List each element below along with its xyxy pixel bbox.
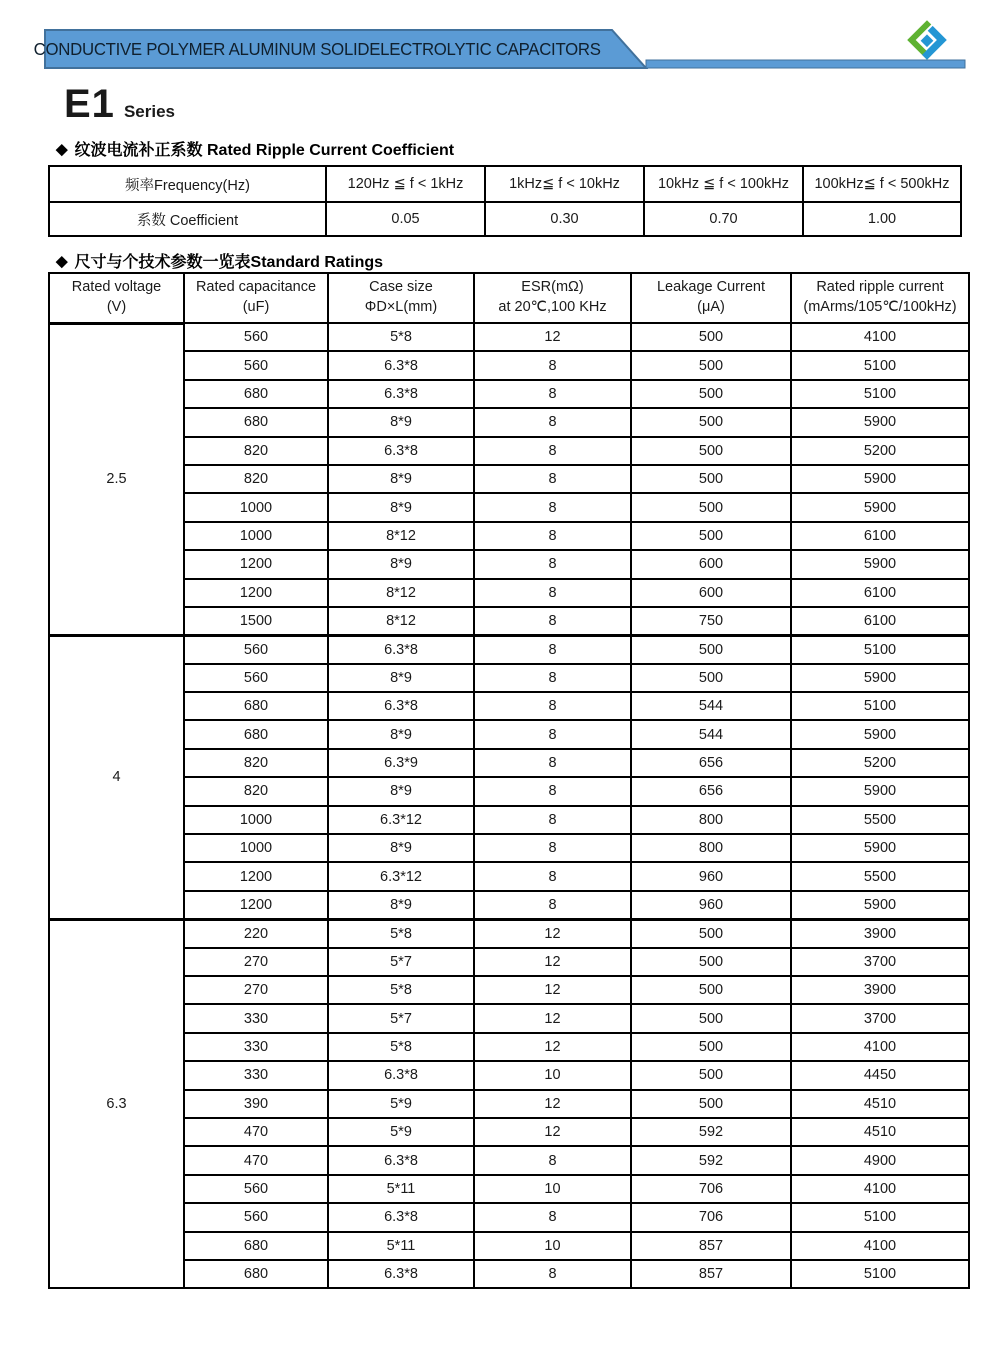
leakage-current-cell: 706: [631, 1175, 791, 1203]
capacitance-cell: 330: [184, 1033, 328, 1061]
ripple-current-cell: 3700: [791, 1004, 969, 1032]
series-name: E1: [64, 82, 115, 126]
rating-row: [49, 891, 969, 919]
leakage-current-cell: 592: [631, 1118, 791, 1146]
leakage-current-cell: 500: [631, 1090, 791, 1118]
rating-row: [49, 720, 969, 748]
leakage-current-cell: 500: [631, 408, 791, 436]
capacitance-cell: 220: [184, 919, 328, 947]
esr-cell: 8: [474, 635, 631, 663]
leakage-current-cell: 960: [631, 891, 791, 919]
ripple-current-cell: 5100: [791, 635, 969, 663]
leakage-current-cell: 857: [631, 1260, 791, 1288]
esr-cell: 10: [474, 1061, 631, 1089]
rating-row: [49, 1260, 969, 1288]
ripple-current-cell: 3900: [791, 919, 969, 947]
ripple-current-cell: 5500: [791, 806, 969, 834]
esr-cell: 8: [474, 380, 631, 408]
case-size-cell: 8*12: [328, 607, 474, 635]
case-size-cell: 6.3*9: [328, 749, 474, 777]
ripple-current-cell: 5900: [791, 834, 969, 862]
esr-cell: 12: [474, 1118, 631, 1146]
leakage-current-cell: 706: [631, 1203, 791, 1231]
rating-row: [49, 351, 969, 379]
leakage-current-cell: 500: [631, 522, 791, 550]
leakage-current-cell: 500: [631, 351, 791, 379]
case-size-cell: 6.3*8: [328, 1146, 474, 1174]
esr-cell: 12: [474, 919, 631, 947]
leakage-current-cell: 960: [631, 862, 791, 890]
rating-row: [49, 862, 969, 890]
esr-cell: 8: [474, 579, 631, 607]
esr-cell: 12: [474, 976, 631, 1004]
case-size-cell: 8*9: [328, 834, 474, 862]
leakage-current-cell: 500: [631, 493, 791, 521]
case-size-cell: 5*8: [328, 919, 474, 947]
capacitance-cell: 680: [184, 692, 328, 720]
esr-cell: 8: [474, 720, 631, 748]
capacitance-cell: 820: [184, 749, 328, 777]
series-label: Series: [123, 102, 175, 121]
capacitance-cell: 1200: [184, 579, 328, 607]
section-title: 纹波电流补正系数 Rated Ripple Current Coefficient: [74, 142, 455, 159]
case-size-cell: 5*8: [328, 323, 474, 351]
capacitance-cell: 1000: [184, 493, 328, 521]
case-size-cell: 6.3*8: [328, 351, 474, 379]
case-size-cell: 8*9: [328, 550, 474, 578]
rating-row: [49, 408, 969, 436]
case-size-cell: 6.3*8: [328, 437, 474, 465]
coefficient-row: [49, 202, 961, 236]
ripple-current-cell: 6100: [791, 522, 969, 550]
case-size-cell: 5*8: [328, 1033, 474, 1061]
case-size-cell: 8*9: [328, 408, 474, 436]
capacitance-cell: 560: [184, 1203, 328, 1231]
esr-cell: 12: [474, 948, 631, 976]
esr-cell: 12: [474, 1090, 631, 1118]
rating-row: [49, 749, 969, 777]
logo-blue-center: [921, 34, 934, 47]
esr-cell: 8: [474, 607, 631, 635]
section-heading-ripple-coefficient: [56, 137, 454, 160]
esr-cell: 8: [474, 834, 631, 862]
capacitance-cell: 560: [184, 664, 328, 692]
case-size-cell: 5*9: [328, 1118, 474, 1146]
capacitance-cell: 1500: [184, 607, 328, 635]
case-size-cell: 5*11: [328, 1232, 474, 1260]
ripple-current-cell: 4450: [791, 1061, 969, 1089]
esr-cell: 8: [474, 437, 631, 465]
header-case-size: Case size ΦD×L(mm): [328, 273, 474, 323]
leakage-current-cell: 857: [631, 1232, 791, 1260]
leakage-current-cell: 500: [631, 919, 791, 947]
capacitance-cell: 560: [184, 351, 328, 379]
case-size-cell: 6.3*8: [328, 1061, 474, 1089]
leakage-current-cell: 500: [631, 323, 791, 351]
capacitance-cell: 680: [184, 380, 328, 408]
rating-row: [49, 919, 969, 947]
leakage-current-cell: 544: [631, 720, 791, 748]
esr-cell: 8: [474, 749, 631, 777]
rating-row: [49, 493, 969, 521]
esr-cell: 12: [474, 1033, 631, 1061]
header-esr: ESR(mΩ) at 20℃,100 KHz: [474, 273, 631, 323]
banner-title: CONDUCTIVE POLYMER ALUMINUM SOLIDELECTROLYTIC CAPACITORS: [33, 38, 601, 59]
rating-row: [49, 806, 969, 834]
ripple-current-cell: 4100: [791, 1033, 969, 1061]
case-size-cell: 6.3*12: [328, 806, 474, 834]
rating-row: [49, 1061, 969, 1089]
rating-row: [49, 777, 969, 805]
coefficient-cell: 0.70: [644, 202, 803, 236]
case-size-cell: 8*12: [328, 522, 474, 550]
esr-cell: 8: [474, 408, 631, 436]
rating-row: [49, 323, 969, 351]
esr-cell: 8: [474, 891, 631, 919]
capacitance-cell: 330: [184, 1004, 328, 1032]
ripple-current-cell: 5900: [791, 550, 969, 578]
banner-line: [646, 60, 965, 68]
coefficient-cell: 0.30: [485, 202, 644, 236]
esr-cell: 8: [474, 493, 631, 521]
coefficient-cell: 0.05: [326, 202, 485, 236]
esr-cell: 8: [474, 1146, 631, 1174]
coefficient-row-label: 系数 Coefficient: [49, 202, 326, 236]
ripple-current-cell: 5900: [791, 664, 969, 692]
ripple-coefficient-table: [48, 165, 962, 237]
frequency-range-cell: 10kHz ≦ f < 100kHz: [644, 166, 803, 202]
ripple-current-cell: 5900: [791, 777, 969, 805]
capacitance-cell: 680: [184, 1260, 328, 1288]
leakage-current-cell: 500: [631, 635, 791, 663]
leakage-current-cell: 600: [631, 579, 791, 607]
leakage-current-cell: 500: [631, 380, 791, 408]
rating-row: [49, 692, 969, 720]
capacitance-cell: 270: [184, 976, 328, 1004]
case-size-cell: 5*7: [328, 948, 474, 976]
ripple-current-cell: 5900: [791, 493, 969, 521]
section-heading-standard-ratings: [56, 249, 383, 272]
leakage-current-cell: 544: [631, 692, 791, 720]
ripple-current-cell: 3700: [791, 948, 969, 976]
esr-cell: 8: [474, 522, 631, 550]
ripple-current-cell: 5900: [791, 720, 969, 748]
esr-cell: 8: [474, 777, 631, 805]
case-size-cell: 8*9: [328, 720, 474, 748]
rating-row: [49, 1232, 969, 1260]
ratings-table-body: [49, 323, 969, 1288]
capacitance-cell: 680: [184, 408, 328, 436]
rating-row: [49, 1033, 969, 1061]
rating-row: [49, 635, 969, 663]
leakage-current-cell: 800: [631, 806, 791, 834]
rating-row: [49, 579, 969, 607]
ripple-current-cell: 5100: [791, 692, 969, 720]
capacitance-cell: 470: [184, 1118, 328, 1146]
frequency-range-cell: 100kHz≦ f < 500kHz: [803, 166, 961, 202]
case-size-cell: 5*7: [328, 1004, 474, 1032]
ripple-current-cell: 5900: [791, 891, 969, 919]
leakage-current-cell: 500: [631, 1033, 791, 1061]
rating-row: [49, 522, 969, 550]
ripple-current-cell: 6100: [791, 607, 969, 635]
esr-cell: 8: [474, 862, 631, 890]
leakage-current-cell: 600: [631, 550, 791, 578]
case-size-cell: 8*12: [328, 579, 474, 607]
capacitance-cell: 1200: [184, 550, 328, 578]
rating-row: [49, 465, 969, 493]
ripple-current-cell: 4510: [791, 1090, 969, 1118]
capacitance-cell: 560: [184, 635, 328, 663]
ripple-current-cell: 5100: [791, 351, 969, 379]
capacitance-cell: 680: [184, 1232, 328, 1260]
capacitance-cell: 1000: [184, 806, 328, 834]
esr-cell: 8: [474, 550, 631, 578]
esr-cell: 12: [474, 323, 631, 351]
leakage-current-cell: 500: [631, 664, 791, 692]
standard-ratings-table: [48, 272, 970, 1289]
rating-row: [49, 834, 969, 862]
case-size-cell: 5*8: [328, 976, 474, 1004]
rating-row: [49, 1203, 969, 1231]
rating-row: [49, 437, 969, 465]
case-size-cell: 6.3*8: [328, 1203, 474, 1231]
rating-row: [49, 1146, 969, 1174]
ripple-current-cell: 6100: [791, 579, 969, 607]
frequency-range-cell: 120Hz ≦ f < 1kHz: [326, 166, 485, 202]
section-title: 尺寸与个技术参数一览表Standard Ratings: [74, 254, 384, 271]
leakage-current-cell: 656: [631, 749, 791, 777]
rating-row: [49, 550, 969, 578]
leakage-current-cell: 800: [631, 834, 791, 862]
esr-cell: 8: [474, 351, 631, 379]
coefficient-cell: 1.00: [803, 202, 961, 236]
capacitance-cell: 820: [184, 465, 328, 493]
capacitance-cell: 470: [184, 1146, 328, 1174]
header-rated-voltage: Rated voltage (V): [49, 273, 184, 323]
capacitance-cell: 820: [184, 777, 328, 805]
capacitance-cell: 680: [184, 720, 328, 748]
leakage-current-cell: 750: [631, 607, 791, 635]
rating-row: [49, 948, 969, 976]
ripple-current-cell: 5100: [791, 380, 969, 408]
case-size-cell: 5*11: [328, 1175, 474, 1203]
diamond-bullet-icon: ◆: [56, 252, 68, 270]
leakage-current-cell: 500: [631, 1004, 791, 1032]
case-size-cell: 6.3*8: [328, 380, 474, 408]
esr-cell: 12: [474, 1004, 631, 1032]
case-size-cell: 6.3*12: [328, 862, 474, 890]
rating-row: [49, 1118, 969, 1146]
rating-row: [49, 380, 969, 408]
esr-cell: 8: [474, 1260, 631, 1288]
capacitance-cell: 1000: [184, 522, 328, 550]
ripple-current-cell: 4100: [791, 323, 969, 351]
ripple-current-cell: 3900: [791, 976, 969, 1004]
series-title: [64, 82, 175, 127]
capacitance-cell: 820: [184, 437, 328, 465]
capacitance-cell: 390: [184, 1090, 328, 1118]
capacitance-cell: 1200: [184, 891, 328, 919]
header-leakage-current: Leakage Current (μA): [631, 273, 791, 323]
frequency-range-cell: 1kHz≦ f < 10kHz: [485, 166, 644, 202]
rating-row: [49, 1004, 969, 1032]
capacitance-cell: 330: [184, 1061, 328, 1089]
case-size-cell: 8*9: [328, 465, 474, 493]
esr-cell: 8: [474, 692, 631, 720]
ripple-current-cell: 5200: [791, 437, 969, 465]
esr-cell: 8: [474, 465, 631, 493]
rating-row: [49, 607, 969, 635]
esr-cell: 10: [474, 1175, 631, 1203]
esr-cell: 10: [474, 1232, 631, 1260]
capacitance-cell: 1200: [184, 862, 328, 890]
company-logo-icon: [907, 20, 947, 60]
leakage-current-cell: 500: [631, 465, 791, 493]
capacitance-cell: 270: [184, 948, 328, 976]
rating-row: [49, 1175, 969, 1203]
case-size-cell: 5*9: [328, 1090, 474, 1118]
leakage-current-cell: 500: [631, 437, 791, 465]
case-size-cell: 8*9: [328, 664, 474, 692]
ripple-current-cell: 5200: [791, 749, 969, 777]
leakage-current-cell: 500: [631, 948, 791, 976]
case-size-cell: 8*9: [328, 777, 474, 805]
ripple-current-cell: 4900: [791, 1146, 969, 1174]
capacitance-cell: 560: [184, 1175, 328, 1203]
case-size-cell: 6.3*8: [328, 692, 474, 720]
leakage-current-cell: 500: [631, 1061, 791, 1089]
rated-voltage-cell: 2.5: [49, 323, 184, 635]
leakage-current-cell: 656: [631, 777, 791, 805]
rated-voltage-cell: 6.3: [49, 919, 184, 1288]
capacitance-cell: 1000: [184, 834, 328, 862]
diamond-bullet-icon: ◆: [56, 140, 68, 158]
esr-cell: 8: [474, 806, 631, 834]
frequency-row: [49, 166, 961, 202]
case-size-cell: 6.3*8: [328, 635, 474, 663]
ripple-current-cell: 5100: [791, 1203, 969, 1231]
rating-row: [49, 1090, 969, 1118]
esr-cell: 8: [474, 1203, 631, 1231]
header-rated-capacitance: Rated capacitance (uF): [184, 273, 328, 323]
case-size-cell: 6.3*8: [328, 1260, 474, 1288]
ripple-current-cell: 4510: [791, 1118, 969, 1146]
leakage-current-cell: 500: [631, 976, 791, 1004]
ripple-current-cell: 5900: [791, 465, 969, 493]
rating-row: [49, 976, 969, 1004]
esr-cell: 8: [474, 664, 631, 692]
ripple-current-cell: 5500: [791, 862, 969, 890]
case-size-cell: 8*9: [328, 891, 474, 919]
ripple-current-cell: 5900: [791, 408, 969, 436]
rated-voltage-cell: 4: [49, 635, 184, 919]
leakage-current-cell: 592: [631, 1146, 791, 1174]
ripple-current-cell: 5100: [791, 1260, 969, 1288]
capacitance-cell: 560: [184, 323, 328, 351]
ripple-current-cell: 4100: [791, 1232, 969, 1260]
ripple-current-cell: 4100: [791, 1175, 969, 1203]
case-size-cell: 8*9: [328, 493, 474, 521]
header-rated-ripple-current: Rated ripple current (mArms/105℃/100kHz): [791, 273, 969, 323]
rating-row: [49, 664, 969, 692]
ratings-header-row: [49, 273, 969, 323]
frequency-row-label: 频率Frequency(Hz): [49, 166, 326, 202]
